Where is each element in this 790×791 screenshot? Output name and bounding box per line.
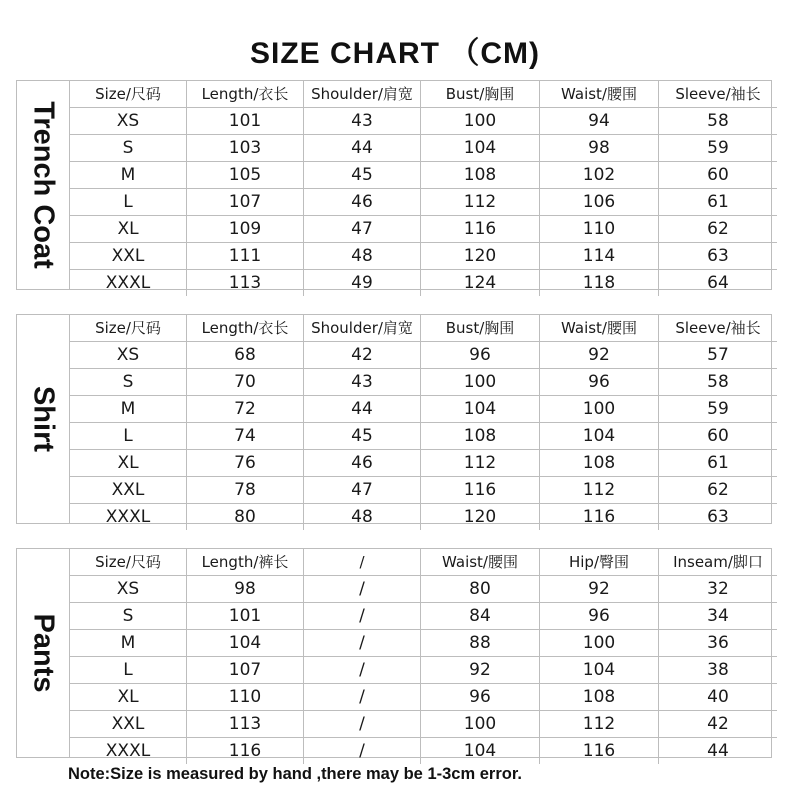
measurement-cell: 98 — [540, 135, 659, 162]
measurement-cell: 101 — [187, 108, 304, 135]
measurement-cell: 104 — [540, 423, 659, 450]
measurement-cell: 60 — [659, 423, 778, 450]
column-header: Size/尺码 — [70, 81, 187, 108]
column-header: Waist/腰围 — [540, 315, 659, 342]
measurement-cell: 84 — [421, 603, 540, 630]
measurement-cell: 49 — [304, 270, 421, 297]
measurement-cell: 34 — [659, 603, 778, 630]
table-row — [70, 603, 777, 630]
size-cell: M — [70, 630, 187, 657]
measurement-cell: 118 — [540, 270, 659, 297]
size-cell: M — [70, 396, 187, 423]
size-cell: S — [70, 369, 187, 396]
measurement-cell: / — [304, 657, 421, 684]
measurement-cell: 112 — [540, 477, 659, 504]
column-header: Bust/胸围 — [421, 315, 540, 342]
table-row — [70, 657, 777, 684]
measurement-cell: 108 — [421, 162, 540, 189]
table-row — [70, 216, 777, 243]
size-cell: L — [70, 657, 187, 684]
size-cell: S — [70, 135, 187, 162]
section-label: Shirt — [27, 385, 60, 453]
measurement-cell: 96 — [421, 342, 540, 369]
measurement-cell: 64 — [659, 270, 778, 297]
measurement-cell: 108 — [540, 450, 659, 477]
size-table — [70, 315, 777, 530]
measurement-cell: 102 — [540, 162, 659, 189]
measurement-cell: 78 — [187, 477, 304, 504]
header-row — [70, 315, 777, 342]
measurement-cell: 96 — [421, 684, 540, 711]
measurement-cell: 104 — [187, 630, 304, 657]
measurement-cell: 80 — [421, 576, 540, 603]
measurement-cell: / — [304, 738, 421, 765]
measurement-cell: 70 — [187, 369, 304, 396]
measurement-cell: 94 — [540, 108, 659, 135]
table-row — [70, 576, 777, 603]
section-label-cell — [17, 549, 70, 757]
table-row — [70, 477, 777, 504]
measurement-cell: 47 — [304, 477, 421, 504]
measurement-cell: 46 — [304, 189, 421, 216]
measurement-cell: 48 — [304, 243, 421, 270]
table-row — [70, 711, 777, 738]
column-header: Length/裤长 — [187, 549, 304, 576]
column-header: Waist/腰围 — [540, 81, 659, 108]
column-header: Waist/腰围 — [421, 549, 540, 576]
column-header: Sleeve/袖长 — [659, 315, 778, 342]
measurement-cell: 108 — [421, 423, 540, 450]
measurement-cell: 100 — [421, 711, 540, 738]
measurement-cell: / — [304, 711, 421, 738]
measurement-cell: 100 — [540, 396, 659, 423]
measurement-cell: 63 — [659, 243, 778, 270]
measurement-cell: 44 — [304, 396, 421, 423]
table-row — [70, 630, 777, 657]
size-cell: XS — [70, 342, 187, 369]
table-row — [70, 108, 777, 135]
chart-title: SIZE CHART （CM) — [250, 37, 540, 70]
column-header: Sleeve/袖长 — [659, 81, 778, 108]
measurement-cell: 42 — [304, 342, 421, 369]
table-row — [70, 162, 777, 189]
header-row — [70, 81, 777, 108]
measurement-cell: 76 — [187, 450, 304, 477]
measurement-cell: 32 — [659, 576, 778, 603]
measurement-cell: 112 — [421, 189, 540, 216]
measurement-cell: 103 — [187, 135, 304, 162]
size-cell: XXXL — [70, 504, 187, 531]
measurement-cell: 116 — [540, 504, 659, 531]
table-row — [70, 189, 777, 216]
measurement-cell: 110 — [540, 216, 659, 243]
measurement-cell: 47 — [304, 216, 421, 243]
table-row — [70, 396, 777, 423]
measurement-cell: 63 — [659, 504, 778, 531]
header-row — [70, 549, 777, 576]
measurement-cell: / — [304, 603, 421, 630]
shirt-section — [16, 314, 772, 527]
column-header: Length/衣长 — [187, 81, 304, 108]
size-cell: XL — [70, 450, 187, 477]
measurement-cell: 116 — [421, 477, 540, 504]
size-cell: S — [70, 603, 187, 630]
size-cell: M — [70, 162, 187, 189]
measurement-cell: 107 — [187, 657, 304, 684]
size-cell: XXXL — [70, 738, 187, 765]
measurement-cell: 58 — [659, 369, 778, 396]
measurement-cell: 59 — [659, 396, 778, 423]
table-row — [70, 369, 777, 396]
pants-section — [16, 548, 772, 761]
measurement-cell: 72 — [187, 396, 304, 423]
size-table — [70, 81, 777, 296]
measurement-cell: 98 — [187, 576, 304, 603]
measurement-cell: 43 — [304, 108, 421, 135]
measurement-cell: 43 — [304, 369, 421, 396]
measurement-cell: 124 — [421, 270, 540, 297]
column-header: Size/尺码 — [70, 315, 187, 342]
size-table — [70, 549, 777, 764]
measurement-cell: 62 — [659, 216, 778, 243]
measurement-cell: / — [304, 576, 421, 603]
measurement-cell: 113 — [187, 270, 304, 297]
measurement-cell: 42 — [659, 711, 778, 738]
measurement-cell: 61 — [659, 189, 778, 216]
size-cell: XS — [70, 576, 187, 603]
table-row — [70, 423, 777, 450]
measurement-cell: 108 — [540, 684, 659, 711]
measurement-cell: 100 — [421, 369, 540, 396]
measurement-cell: 40 — [659, 684, 778, 711]
measurement-cell: 45 — [304, 162, 421, 189]
table-row — [70, 684, 777, 711]
measurement-cell: 113 — [187, 711, 304, 738]
column-header: Shoulder/肩宽 — [304, 315, 421, 342]
measurement-cell: 58 — [659, 108, 778, 135]
section-label: Pants — [27, 613, 60, 693]
measurement-cell: 44 — [304, 135, 421, 162]
trench-coat-section — [16, 80, 772, 293]
measurement-cell: 88 — [421, 630, 540, 657]
measurement-cell: 48 — [304, 504, 421, 531]
section-label: Trench Coat — [27, 101, 60, 269]
measurement-cell: 106 — [540, 189, 659, 216]
measurement-cell: 100 — [421, 108, 540, 135]
size-cell: XXL — [70, 711, 187, 738]
measurement-cell: 62 — [659, 477, 778, 504]
measurement-note: Note:Size is measured by hand ,there may be 1-3cm error. — [68, 765, 522, 783]
size-cell: XL — [70, 684, 187, 711]
measurement-cell: 74 — [187, 423, 304, 450]
measurement-cell: 61 — [659, 450, 778, 477]
table-row — [70, 135, 777, 162]
measurement-cell: 96 — [540, 603, 659, 630]
table-row — [70, 504, 777, 531]
measurement-cell: 45 — [304, 423, 421, 450]
table-row — [70, 243, 777, 270]
column-header: Size/尺码 — [70, 549, 187, 576]
measurement-cell: 112 — [540, 711, 659, 738]
size-cell: L — [70, 189, 187, 216]
size-cell: L — [70, 423, 187, 450]
measurement-cell: 59 — [659, 135, 778, 162]
measurement-cell: 107 — [187, 189, 304, 216]
measurement-cell: 92 — [421, 657, 540, 684]
size-cell: XS — [70, 108, 187, 135]
measurement-cell: 36 — [659, 630, 778, 657]
measurement-cell: 104 — [421, 135, 540, 162]
column-header: Inseam/脚口 — [659, 549, 778, 576]
measurement-cell: 101 — [187, 603, 304, 630]
measurement-cell: 60 — [659, 162, 778, 189]
measurement-cell: 92 — [540, 342, 659, 369]
measurement-cell: 112 — [421, 450, 540, 477]
measurement-cell: 92 — [540, 576, 659, 603]
measurement-cell: / — [304, 630, 421, 657]
measurement-cell: 38 — [659, 657, 778, 684]
section-label-cell — [17, 81, 70, 289]
measurement-cell: 116 — [540, 738, 659, 765]
column-header: Length/衣长 — [187, 315, 304, 342]
measurement-cell: 57 — [659, 342, 778, 369]
table-row — [70, 450, 777, 477]
measurement-cell: 116 — [187, 738, 304, 765]
size-cell: XXL — [70, 477, 187, 504]
measurement-cell: 120 — [421, 243, 540, 270]
column-header: Bust/胸围 — [421, 81, 540, 108]
column-header: Hip/臀围 — [540, 549, 659, 576]
measurement-cell: 120 — [421, 504, 540, 531]
table-row — [70, 342, 777, 369]
size-cell: XL — [70, 216, 187, 243]
size-cell: XXXL — [70, 270, 187, 297]
measurement-cell: 68 — [187, 342, 304, 369]
column-header: Shoulder/肩宽 — [304, 81, 421, 108]
section-label-cell — [17, 315, 70, 523]
table-row — [70, 738, 777, 765]
size-cell: XXL — [70, 243, 187, 270]
measurement-cell: 105 — [187, 162, 304, 189]
measurement-cell: 100 — [540, 630, 659, 657]
measurement-cell: 80 — [187, 504, 304, 531]
column-header: / — [304, 549, 421, 576]
measurement-cell: 104 — [421, 738, 540, 765]
table-row — [70, 270, 777, 297]
measurement-cell: 116 — [421, 216, 540, 243]
measurement-cell: 104 — [540, 657, 659, 684]
measurement-cell: 96 — [540, 369, 659, 396]
measurement-cell: / — [304, 684, 421, 711]
measurement-cell: 44 — [659, 738, 778, 765]
measurement-cell: 46 — [304, 450, 421, 477]
measurement-cell: 104 — [421, 396, 540, 423]
measurement-cell: 114 — [540, 243, 659, 270]
measurement-cell: 111 — [187, 243, 304, 270]
measurement-cell: 109 — [187, 216, 304, 243]
measurement-cell: 110 — [187, 684, 304, 711]
